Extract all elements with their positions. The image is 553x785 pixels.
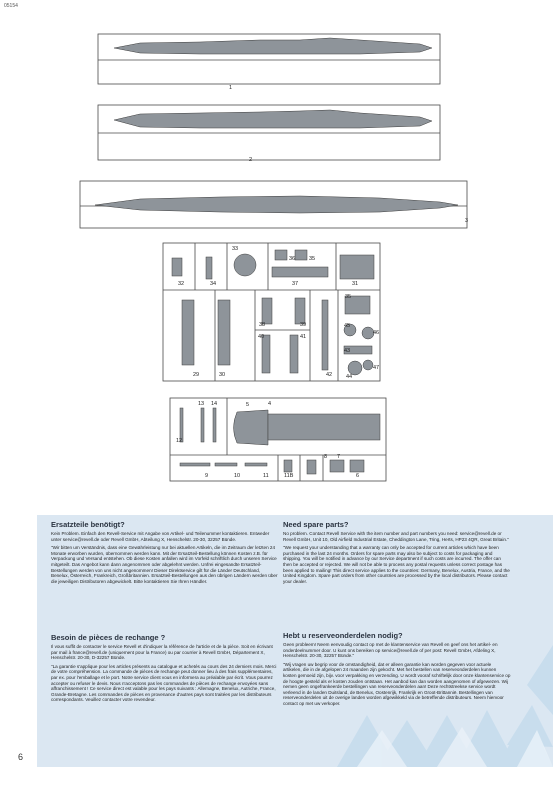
part-42 <box>322 300 328 370</box>
part-label-2: 2 <box>249 157 253 163</box>
part-29 <box>182 300 194 365</box>
part-label-10: 10 <box>234 473 241 479</box>
part-label-39: 39 <box>300 322 307 328</box>
part-36b <box>295 250 307 260</box>
part-label-29: 29 <box>193 372 200 378</box>
part-label-31: 31 <box>352 281 359 287</box>
part-label-13: 13 <box>198 401 205 407</box>
part-label-45: 45 <box>344 323 351 329</box>
part-label-9: 9 <box>205 473 209 479</box>
section-de-title: Ersatzteile benötigt? <box>51 520 125 529</box>
part-label-3: 3 <box>465 218 469 224</box>
part-label-1: 1 <box>229 85 233 91</box>
left-margin <box>0 515 37 769</box>
part-39 <box>295 298 305 324</box>
part-label-43: 43 <box>344 348 351 354</box>
part-36a <box>275 250 287 260</box>
part-38 <box>262 298 272 324</box>
part-13 <box>201 408 204 442</box>
part-31 <box>340 255 374 279</box>
part-40 <box>262 335 270 373</box>
part-32 <box>172 258 182 276</box>
part-label-47: 47 <box>373 365 380 371</box>
part-label-30: 30 <box>219 372 226 378</box>
section-en-p1: No problem. Contact Revell Service with the item number and part numbers you need: service@revell.de or Revell GmbH, Unit 10, Old Airfield Industrial Estate, Cheddington Lane, Tring, Herts, HP23 4QR, Great Britain." <box>283 531 509 542</box>
section-fr <box>51 633 279 706</box>
part-5 <box>234 410 269 445</box>
part-label-11b: 11B <box>284 473 294 479</box>
section-de <box>51 520 279 587</box>
part-label-4: 4 <box>268 401 272 407</box>
part-11b <box>284 460 292 472</box>
part-label-40: 40 <box>258 334 265 340</box>
part-37 <box>272 267 328 277</box>
part-label-34: 34 <box>210 281 217 287</box>
part-41 <box>290 335 298 373</box>
part-label-11: 11 <box>263 473 269 479</box>
product-code: 05154 <box>4 3 18 9</box>
section-de-p2: "Wir bitten um Verständnis, dass eine Gewährleistung nur bei aktuellen Artikeln, die im Zeitraum der letzten 24 Monate erworben wurden, übernommen werden kann. Mit der Ersatzteil-Bestellung können Kosten z.B. für Verpackung und Versand entstehen. Ob diese Kosten anfallen wird im Vorfeld schriftlich durch unseren Service mitgeteilt. Das Angebot kann dann angenommen oder abgelehnt werden. Unfrei eingesandte Ersatzteil-Bestellungen werden von uns nicht angenommen! Dieser Direktservice gilt für die Länder Deutschland, Benelux, Österreich, Frankreich, Großbritannien. Ersatzteil-Bestellungen aus den übrigen Ländern werden über die jeweiligen Distributoren abgewickelt. Bitte kontaktieren Sie Ihren Händler. <box>51 545 278 584</box>
part-44 <box>348 361 362 375</box>
part-label-37: 37 <box>292 281 299 287</box>
bottom-margin <box>0 769 553 785</box>
section-en-title: Need spare parts? <box>283 520 349 529</box>
deck <box>95 196 458 213</box>
part-label-36: 36 <box>289 256 296 262</box>
part-12 <box>180 408 183 442</box>
section-en <box>283 520 511 587</box>
part-label-33: 33 <box>232 246 239 252</box>
part-10 <box>215 463 237 466</box>
part-label-38: 38 <box>259 322 266 328</box>
page-number: 6 <box>18 752 24 762</box>
part-8 <box>307 460 316 474</box>
part-label-35: 35 <box>345 294 352 300</box>
section-fr-title: Besoin de pièces de rechange ? <box>51 633 166 642</box>
part-label-8: 8 <box>324 454 328 460</box>
part-label-12: 12 <box>176 438 183 444</box>
section-fr-p2: "La garantie s'applique pour les articles présents au catalogue et achetés au cours des 24 derniers mois. Merci de votre compréhension. La commande de pièces de rechange peut donner lieu à des frais supplémentaires, par ex. pour l'emballage et le port. Notre service client vous en informera au préalable par écrit. Vous pourrez accepter ou refuser le devis. Nous n'acceptons pas les commandes de pièces de rechange envoyées sans affranchissement ! Ce service direct est valable pour les pays suivants : Allemagne, Benelux, Autriche, France, Grande-Bretagne. Les commandes de pièces en provenance d'autres pays sont traitées par les distributeurs correspondants. Veuillez contacter votre revendeur. <box>51 663 277 703</box>
part-label-42: 42 <box>326 372 333 378</box>
part-4 <box>268 414 380 440</box>
part-label-14: 14 <box>211 401 218 407</box>
part-6 <box>350 460 364 472</box>
part-label-7: 7 <box>337 454 341 460</box>
section-de-p1: Kein Problem. Einfach den Revell-Service mit Angabe von Artikel- und Teilenummer kontaktieren. Entweder unter service@revell.de oder Revell GmbH, Abteilung X, Henschelstr. 20-30, 32257 Bünde. <box>51 531 270 542</box>
part-30 <box>218 300 230 365</box>
hull-half-right <box>114 110 432 128</box>
part-47 <box>363 360 373 370</box>
part-34 <box>206 257 212 279</box>
section-en-p2: "We request your understanding that a warranty can only be accepted for current articles which have been purchased in the last 24 months. Orders for spare parts may also be subject to costs for packaging and shipping. You will be notified in advance by our Service department if such costs are incurred. The offer can then be accepted or rejected. We will not be able to process any postal requests unless correct postage has been applied to mailing! This direct service applies to the countries: Germany, Benelux, Austria, France, and the United Kingdom. Spare part orders from other countries are processed by the local distributors. Please contact your dealer. <box>283 545 510 584</box>
section-nl <box>283 631 511 710</box>
part-label-41: 41 <box>300 334 307 340</box>
part-label-44: 44 <box>346 374 353 380</box>
part-label-35-top: 35 <box>309 256 316 262</box>
part-label-6: 6 <box>356 473 360 479</box>
part-label-32: 32 <box>178 281 185 287</box>
section-nl-p2: "Wij vragen uw begrip voor de omstandigheid, dat er alleen garantie kan worden gegeven voor actuele artikelen, die in de afgelopen 24 maanden zijn gekocht. Met het bestellen van reserveonderdelen kunnen kosten gemoeid zijn, bijv. voor verpakking en verzending. U wordt vooraf schriftelijk door onze klantenservice op de hoogte gesteld als er kosten zouden ontstaan. Het aanbod kan dan worden aangenomen of afgewezen. Wij nemen geen ongefrankeerde bestellingen van reserveonderdelen aan! Deze rechtstreekse service wordt verleend in de landen Duitsland, de Benelux, Oostenrijk, Frankrijk en Groot-Brittannië. Bestellingen van reserveonderdelen uit de overige landen worden afgewikkeld via de betreffende distributeurs. Neem hiervoor contact op met uw verkoper. <box>283 661 511 706</box>
spare-parts-panel <box>37 515 553 767</box>
section-nl-p1: Geen probleem! Neem eenvoudig contact op met de klantenservice van Revell en geef ons het artikel- en onderdeelnummer door. U kunt ons bereiken op service@revell.de of per post: Revell GmbH, Afdeling X, Henschelstr. 20-30, 32257 Bünde." <box>283 642 498 659</box>
section-nl-title: Hebt u reserveonderdelen nodig? <box>283 631 403 640</box>
section-fr-p1: Il vous suffit de contacter le service Revell et d'indiquer la référence de l'article et de la pièce. Soit en écrivant par mail à france@revell.de (uniquement pour la France) ou par courrier à Revell GmbH, Département X, Henschelstr. 20-30, D-32257 Bünde. <box>51 644 273 661</box>
part-7 <box>330 460 344 472</box>
part-label-46: 46 <box>373 330 380 336</box>
part-label-5: 5 <box>246 402 250 408</box>
hull-half-left <box>114 38 432 54</box>
part-9 <box>180 463 210 466</box>
part-11 <box>245 463 267 466</box>
part-33 <box>234 254 256 276</box>
part-14 <box>213 408 216 442</box>
